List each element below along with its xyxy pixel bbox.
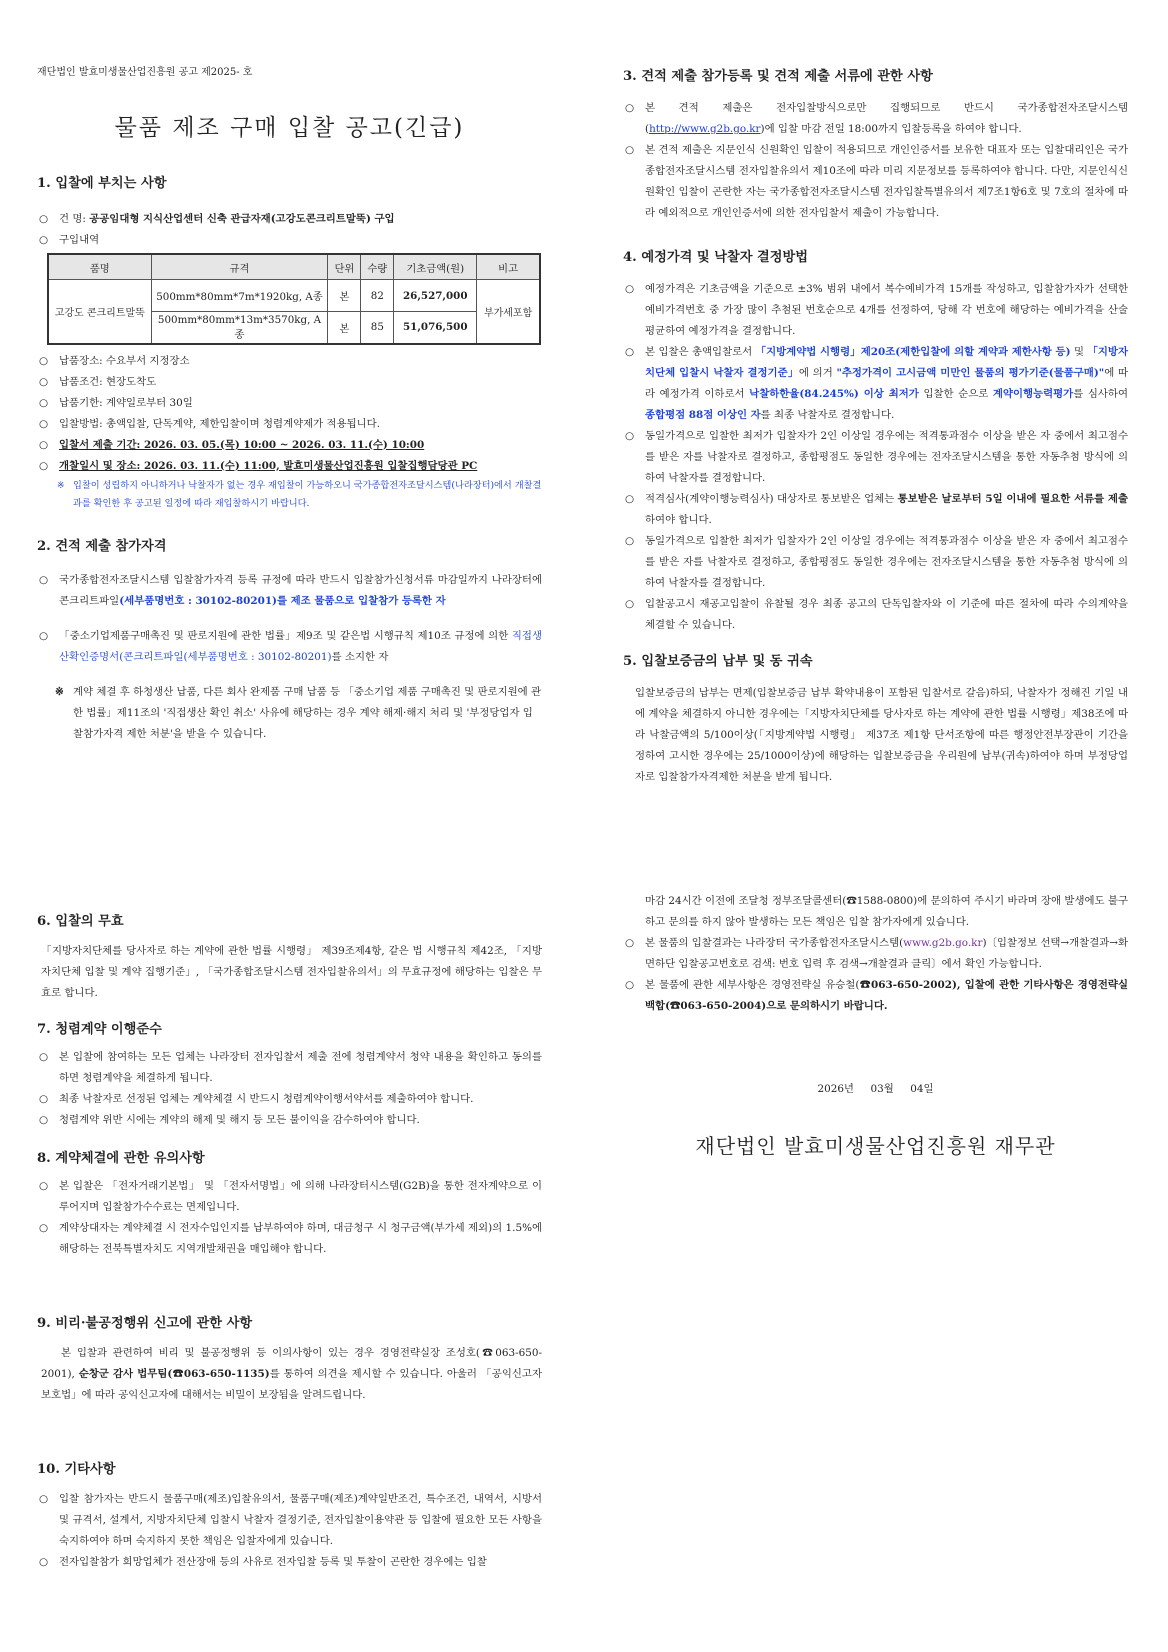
table-header-row: [48, 254, 540, 280]
qualification-item: ○ 「중소기업제품구매촉진 및 판로지원에 관한 법률」제9조 및 같은법 시행규칙 제10조 규정에 의한 직접생산확인증명서(콘크리트파일(세부품명번호 : 30102-80201)를 소지한 자: [39, 629, 542, 663]
page-title: 물품 제조 구매 입찰 공고(긴급): [114, 115, 465, 141]
qty-cell: 85: [361, 312, 394, 344]
item-name-cell: 고강도 콘크리트말뚝: [48, 280, 151, 344]
purchase-label: ○ 구입내역: [39, 234, 100, 246]
section-2-heading: 2. 견적 제출 참가자격: [37, 538, 167, 554]
right-column-bottom: [623, 891, 1128, 1159]
section-9-heading: 9. 비리·불공정행위 신고에 관한 사항: [37, 1316, 253, 1331]
integrity-item: ○ 최종 낙찰자로 선정된 업체는 계약체결 시 반드시 청렴계약이행서약서를 제출하여야 합니다.: [39, 1093, 474, 1105]
spec-cell: 500mm*80mm*13m*3570kg, A종: [151, 312, 328, 344]
price-item: ○ 적격심사(계약이행능력심사) 대상자로 통보받은 업체는 통보받은 날로부터 5일 이내에 필요한 서류를 제출하여야 합니다.: [625, 493, 1128, 526]
remark-cell: 부가세포함: [477, 280, 540, 344]
issuer-name: 재단법인 발효미생물산업진흥원 재무관: [695, 1134, 1056, 1158]
delivery-place: ○ 납품장소: 수요부서 지정장소: [39, 354, 190, 367]
qualification-item: ○ 국가종합전자조달시스템 입찰참가자격 등록 규정에 따라 반드시 입찰참가신청서류 마감일까지 나라장터에 콘크리트파일(세부품명번호 : 30102-80201)를 제조 물품으로 입찰참가 등록한 자: [39, 573, 542, 607]
section-6-heading: 6. 입찰의 무효: [37, 914, 124, 929]
section-5-heading: 5. 입찰보증금의 납부 및 동 귀속: [623, 654, 813, 669]
price-item: ○ 동일가격으로 입찰한 최저가 입찰자가 2인 이상일 경우에는 적격통과점수 이상을 받은 자 중에서 최고점수를 받은 자를 낙찰자로 결정하고, 종합평점도 동일한 경우에는 전자조달시스템을 통한 자동추첨 방식에 의하여 낙찰자를 결정합니다.: [625, 535, 1128, 589]
rebid-note: ※ 입찰이 성립하지 아니하거나 낙찰자가 없는 경우 재입찰이 가능하오니 국가종합전자조달시스템(나라장터)에서 개찰결과를 확인한 후 공고된 일정에 따라 재입찰하시기 바랍니다.: [57, 479, 542, 509]
purchase-table: [47, 253, 541, 345]
misc-item-continued: 마감 24시간 이전에 조달청 정부조달콜센터(☎1588-0800)에 문의하여 주시기 바라며 장애 발생에도 불구하고 문의를 하지 않아 발생하는 모든 책임은 입찰 참가자에게 있습니다.: [645, 895, 1128, 928]
g2b-link[interactable]: http://www.g2b.go.kr: [649, 123, 761, 135]
integrity-item: ○ 청렴계약 위반 시에는 계약의 해제 및 해지 등 모든 불이익을 감수하여야 합니다.: [39, 1114, 420, 1126]
notice-date: 2026년 03월 04일: [817, 1083, 934, 1095]
delivery-condition: ○ 납품조건: 현장도착도: [39, 375, 157, 388]
spec-cell: 500mm*80mm*7m*1920kg, A종: [151, 280, 328, 312]
misc-item: ○ 본 물품의 입찰결과는 나라장터 국가종합전자조달시스템(www.g2b.go.kr)〔입찰정보 선택→개찰결과→화면하단 입찰공고번호로 검색: 번호 입력 후 검색→개찰결과 클릭〕에서 확인 가능합니다.: [625, 937, 1129, 970]
price-item: ○ 동일가격으로 입찰한 최저가 입찰자가 2인 이상일 경우에는 적격통과점수 이상을 받은 자 중에서 최고점수를 받은 자를 낙찰자로 결정하고, 종합평점도 동일한 경우에는 전자조달시스템을 통한 자동추첨 방식에 의하여 낙찰자를 결정합니다.: [625, 430, 1128, 484]
unit-cell: 본: [328, 312, 361, 344]
price-item: ○ 입찰공고시 재공고입찰이 유찰될 경우 최종 공고의 단독입찰자와 이 기준에 따른 절차에 따라 수의계약을 체결할 수 있습니다.: [625, 598, 1128, 631]
subject-row: ○ 건 명: 공공임대형 지식산업센터 신축 관급자재(고강도콘크리트말뚝) 구입: [39, 213, 395, 225]
opening-info: ○ 개찰일시 및 장소: 2026. 03. 11.(수) 11:00, 발효미생물산업진흥원 입찰집행담당관 PC: [39, 459, 478, 472]
table-header: 규격: [151, 254, 328, 280]
qty-cell: 82: [361, 280, 394, 312]
price-item: ○ 본 입찰은 총액입찰로서 「지방계약법 시행령」제20조(제한입찰에 의할 계약과 제한사항 등) 및 「지방자치단체 입찰시 낙찰자 결정기준」에 의거 "추정가격이 고시금액 미만인 물품의 평가기준(물품구매)"에 따라 예정가격 이하로서 낙찰하한율(84.245%) 이상 최저가 입찰한 순으로 계약이행능력평가를 심사하여 종합평점 88점 이상인 자를 최종 낙찰자로 결정합니다.: [625, 346, 1128, 421]
g2b-link[interactable]: www.g2b.go.kr: [903, 937, 983, 949]
table-header: 품명: [48, 254, 151, 280]
submit-period: ○ 입찰서 제출 기간: 2026. 03. 05.(목) 10:00 ~ 2026. 03. 11.(수) 10:00: [39, 438, 425, 451]
right-column-top: [623, 65, 1128, 788]
delivery-due: ○ 납품기한: 계약일로부터 30일: [39, 396, 193, 409]
section-4-heading: 4. 예정가격 및 낙찰자 결정방법: [623, 250, 809, 265]
misc-item: ○ 입찰 참가자는 반드시 물품구매(제조)입찰유의서, 물품구매(제조)계약일반조건, 특수조건, 내역서, 시방서 및 규격서, 설계서, 지방자치단체 입찰시 낙찰자 결정기준, 전자입찰이용약관 등 입찰에 필요한 모든 사항을 숙지하여야 하며 숙지하지 못한 책임은 입찰자에게 있습니다.: [39, 1493, 542, 1547]
amount-cell: 26,527,000: [394, 280, 477, 312]
subject-value: 공공임대형 지식산업센터 신축 관급자재(고강도콘크리트말뚝) 구입: [89, 213, 395, 225]
section-7-heading: 7. 청렴계약 이행준수: [37, 1022, 162, 1037]
contract-item: ○ 계약상대자는 계약체결 시 전자수입인지를 납부하여야 하며, 대금청구 시 청구금액(부가세 제외)의 1.5%에 해당하는 전북특별자치도 지역개발채권을 매입해야 합니다.: [39, 1222, 542, 1255]
section-8-heading: 8. 계약체결에 관한 유의사항: [37, 1151, 205, 1166]
misc-item: ○ 본 물품에 관한 세부사항은 경영전략실 유승철(☎063-650-2002), 입찰에 관한 기타사항은 경영전략실 백합(☎063-650-2004)으로 문의하시기 바랍니다.: [625, 979, 1128, 1012]
table-header: 수량: [361, 254, 394, 280]
bid-method: ○ 입찰방법: 총액입찰, 단독계약, 제한입찰이며 청렴계약제가 적용됩니다.: [39, 417, 381, 430]
table-row: [48, 280, 540, 312]
contract-item: ○ 본 입찰은 「전자거래기본법」 및 「전자서명법」에 의해 나라장터시스템(G2B)을 통한 전자계약으로 이루어지며 입찰참가수수료는 면제입니다.: [39, 1180, 542, 1213]
registration-item: ○ 본 견적 제출은 전자입찰방식으로만 집행되므로 반드시 국가종합전자조달시스템 (http://www.g2b.go.kr)에 입찰 마감 전일 18:00까지 입찰등록을 하여야 합니다.: [625, 102, 1128, 135]
amount-cell: 51,076,500: [394, 312, 477, 344]
table-header: 비고: [477, 254, 540, 280]
section-1-heading: 1. 입찰에 부치는 사항: [37, 176, 167, 191]
price-item: ○ 예정가격은 기초금액을 기준으로 ±3% 범위 내에서 복수예비가격 15개를 작성하고, 입찰참가자가 선택한 예비가격번호 중 가장 많이 추첨된 번호순으로 4개를 선정하여, 당해 각 번호에 해당하는 예비가격을 산술평균하여 예정가격을 결정합니다.: [625, 283, 1128, 337]
left-column-top: [37, 62, 542, 745]
section-6-body: 「지방자치단체를 당사자로 하는 계약에 관한 법률 시행령」 제39조제4항, 같은 법 시행규칙 제42조, 「지방자치단체 입찰 및 계약 집행기준」, 「국가종합조달시스템 전자입찰유의서」의 무효규정에 해당하는 입찰은 무효로 합니다.: [41, 945, 542, 999]
table-header: 단위: [328, 254, 361, 280]
section-9-body: 본 입찰과 관련하여 비리 및 불공정행위 등 이의사항이 있는 경우 경영전략실장 조성호(☎063-650-2001), 순창군 감사 법무팀(☎063-650-1135)를 통하여 의견을 제시할 수 있습니다. 아울러 「공익신고자보호법」에 따라 공익신고자에 대해서는 비밀이 보장됨을 알려드립니다.: [41, 1347, 542, 1401]
subject-label: 건 명:: [59, 213, 86, 225]
section-3-heading: 3. 견적 제출 참가등록 및 견적 제출 서류에 관한 사항: [623, 69, 933, 84]
unit-cell: 본: [328, 280, 361, 312]
qualification-note: ※ 계약 체결 후 하청생산 납품, 다른 회사 완제품 구매 납품 등 「중소기업 제품 구매촉진 및 판로지원에 관한 법률」제11조의 '직접생산 확인 취소' 사유에 해당하는 경우 계약 해제·해지 처리 및 '부정당업자 입찰참가자격 제한 처분'을 받을 수 있습니다.: [55, 685, 542, 740]
integrity-item: ○ 본 입찰에 참여하는 모든 업체는 나라장터 전자입찰서 제출 전에 청렴계약서 청약 내용을 확인하고 동의를 하면 청렴계약을 체결하게 됩니다.: [39, 1051, 542, 1084]
notice-number: 재단법인 발효미생물산업진흥원 공고 제2025- 호: [37, 67, 253, 78]
registration-item: ○ 본 견적 제출은 지문인식 신원확인 입찰이 적용되므로 개인인증서를 보유한 대표자 또는 입찰대리인은 국가종합전자조달시스템 전자입찰유의서 제10조에 따라 미리 지문정보를 등록하여야 합니다. 다만, 지문인식신원확인 입찰이 곤란한 자는 국가종합전자조달시스템 전자입찰특별유의서 제7조1항6호 및 7호의 절차에 따라 예외적으로 개인인증서에 의한 전자입찰서 제출이 가능합니다.: [625, 144, 1128, 219]
left-column-bottom: [37, 910, 542, 1573]
section-5-body: 입찰보증금의 납부는 면제(입찰보증금 납부 확약내용이 포함된 입찰서로 갈음)하되, 낙찰자가 정해진 기일 내에 계약을 체결하지 아니한 경우에는「지방자치단체를 당사자로 하는 계약에 관한 법률 시행령」제38조에 따라 낙찰금액의 5/100이상(「지방계약법 시행령」 제37조 제1항 단서조항에 따른 행정안전부장관이 기간을 정하여 고시한 경우에는 25/1000이상)에 해당하는 입찰보증금을 우리원에 납부(귀속)하여야 하며 부정당업자로 입찰참가자격제한 처분을 받게 됩니다.: [635, 687, 1128, 783]
table-header: 기초금액(원): [394, 254, 477, 280]
section-10-heading: 10. 기타사항: [37, 1462, 116, 1477]
misc-item: ○ 전자입찰참가 희망업체가 전산장애 등의 사유로 전자입찰 등록 및 투찰이 곤란한 경우에는 입찰: [39, 1556, 487, 1568]
